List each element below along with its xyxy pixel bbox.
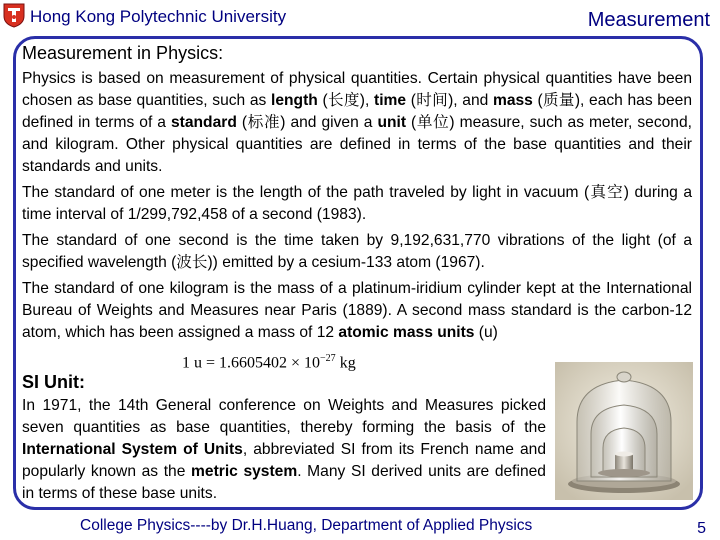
paragraph-second-standard: The standard of one second is the time taken by 9,192,631,770 vibrations of the light (of a specified wavelength (波长)) emitted by a cesium-133 atom (1967). (22, 232, 692, 271)
term-unit: unit (377, 114, 407, 131)
footer-credit: College Physics----by Dr.H.Huang, Department of Applied Physics (80, 517, 533, 534)
term-time: time (374, 92, 407, 109)
paragraph-kilogram-standard: The standard of one kilogram is the mass of a platinum-iridium cylinder kept at the International Bureau of Weights and Measures near Paris (1889). A second mass standard is the carbon-12 atom, which has been assigned a mass of 12 atomic mass units (u) (22, 280, 692, 341)
paragraph-meter-standard: The standard of one meter is the length of the path traveled by light in vacuum (真空) during a time interval of 1/299,792,458 of a second (1983). (22, 184, 692, 223)
term-standard: standard (170, 114, 237, 131)
paragraph-si-units: In 1971, the 14th General conference on Weights and Measures picked seven quantities as base quantities, thereby forming the basis of the International System of Units, abbreviated SI from its French name and popularly known as the metric system. Many SI derived units are defined in terms of these base units. (22, 397, 546, 502)
university-logo (2, 2, 26, 28)
term-length: length (271, 92, 318, 109)
kilogram-prototype-photo (555, 362, 693, 500)
term-atomic-mass-units: atomic mass units (338, 324, 475, 341)
slide-topic: Measurement (587, 9, 710, 31)
term-international-system: International System of Units (22, 441, 243, 458)
institution-name: Hong Kong Polytechnic University (30, 7, 287, 26)
paragraph-base-quantities: Physics is based on measurement of physical quantities. Certain physical quantities have been chosen as base quantities, such as length (长度), time (时间), and mass (质量), each has been defined in terms of a standard (标准) and given a unit (单位) measure, such as meter, second, and kilogram. Other physical quantities are defined in terms of the base quantities and their standards and units. (22, 70, 692, 175)
page-number: 5 (697, 520, 706, 537)
atomic-mass-unit-formula: 1 $u = 1.6605402 \times 10^{-27}$ kg (182, 353, 356, 372)
term-metric-system: metric system (191, 463, 298, 480)
section-heading-si-unit: SI Unit: (22, 372, 85, 392)
term-mass: mass (492, 92, 533, 109)
section-heading-measurement: Measurement in Physics: (22, 43, 224, 63)
